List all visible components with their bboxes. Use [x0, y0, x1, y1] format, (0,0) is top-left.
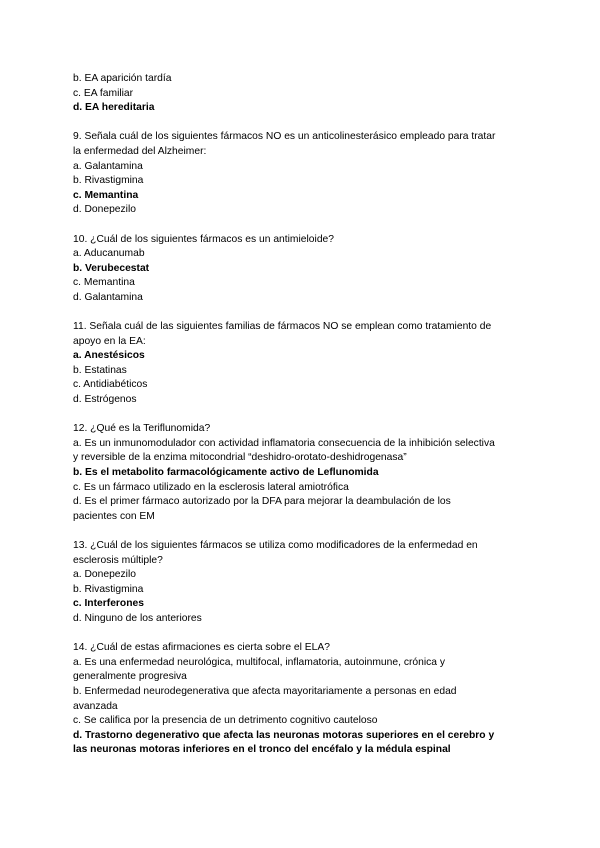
- option-a-cont: generalmente progresiva: [73, 671, 187, 683]
- option-c-correct: c. Memantina: [73, 189, 139, 201]
- question-9: [73, 130, 543, 218]
- question-stem: 10. ¿Cuál de los siguientes fármacos es un antimieloide?: [73, 233, 334, 245]
- option-c: c. Memantina: [73, 277, 135, 289]
- option-c: c. Se califica por la presencia de un detrimento cognitivo cauteloso: [73, 715, 378, 727]
- option-a: a. Donepezilo: [73, 569, 136, 581]
- question-13: [73, 539, 543, 627]
- question-11: [73, 320, 543, 408]
- option-b-correct: b. Verubecestat: [73, 262, 150, 274]
- question-stem: 12. ¿Qué es la Teriflunomida?: [73, 423, 211, 435]
- question-12: [73, 422, 543, 524]
- option-b: b. Rivastigmina: [73, 175, 144, 187]
- option-a: a. Aducanumab: [73, 248, 145, 260]
- option-b: b. Rivastigmina: [73, 583, 144, 595]
- option-d-correct: d. Trastorno degenerativo que afecta las neuronas motoras superiores en el cerebro y: [73, 729, 495, 741]
- option-a-cont: y reversible de la enzima mitocondrial “deshidro-orotato-deshidrogenasa”: [73, 452, 407, 464]
- option-d-correct-cont: las neuronas motoras inferiores en el tronco del encéfalo y la médula espinal: [73, 744, 451, 756]
- question-stem: 14. ¿Cuál de estas afirmaciones es cierta sobre el ELA?: [73, 642, 330, 654]
- question-stem: 13. ¿Cuál de los siguientes fármacos se utiliza como modificadores de la enfermedad en: [73, 540, 478, 551]
- question-stem: apoyo en la EA:: [73, 335, 146, 347]
- question-10: [73, 233, 543, 306]
- question-stem: esclerosis múltiple?: [73, 554, 163, 566]
- quiz-content: [73, 72, 543, 773]
- option-c: c. EA familiar: [73, 87, 134, 99]
- option-a: a. Es un inmunomodulador con actividad inflamatoria consecuencia de la inhibición selectiva: [73, 437, 495, 449]
- option-c-correct: c. Interferones: [73, 598, 144, 610]
- option-b-correct: b. Es el metabolito farmacológicamente activo de Leflunomida: [73, 467, 379, 479]
- question-8-continued: [73, 72, 543, 116]
- option-d-correct: d. EA hereditaria: [73, 102, 155, 114]
- option-d-cont: pacientes con EM: [73, 510, 155, 522]
- option-c: c. Antidiabéticos: [73, 379, 148, 391]
- option-a-correct: a. Anestésicos: [73, 350, 145, 362]
- option-b: b. EA aparición tardía: [73, 73, 172, 84]
- option-d: d. Ninguno de los anteriores: [73, 612, 202, 624]
- question-stem: 9. Señala cuál de los siguientes fármacos NO es un anticolinesterásico empleado para tratar: [73, 131, 496, 143]
- option-b: b. Estatinas: [73, 364, 127, 376]
- option-d: d. Donepezilo: [73, 204, 136, 216]
- option-c: c. Es un fármaco utilizado en la esclerosis lateral amiotrófica: [73, 481, 349, 493]
- question-stem: la enfermedad del Alzheimer:: [73, 145, 207, 157]
- option-a: a. Galantamina: [73, 160, 143, 172]
- question-stem: 11. Señala cuál de las siguientes familias de fármacos NO se emplean como tratamiento de: [73, 321, 492, 333]
- option-d: d. Es el primer fármaco autorizado por la DFA para mejorar la deambulación de los: [73, 496, 451, 508]
- option-d: d. Estrógenos: [73, 394, 137, 406]
- option-a: a. Es una enfermedad neurológica, multifocal, inflamatoria, autoinmune, crónica y: [73, 656, 446, 668]
- option-d: d. Galantamina: [73, 291, 143, 303]
- question-14: [73, 641, 543, 758]
- option-b-cont: avanzada: [73, 700, 118, 712]
- option-b: b. Enfermedad neurodegenerativa que afecta mayoritariamente a personas en edad: [73, 685, 457, 697]
